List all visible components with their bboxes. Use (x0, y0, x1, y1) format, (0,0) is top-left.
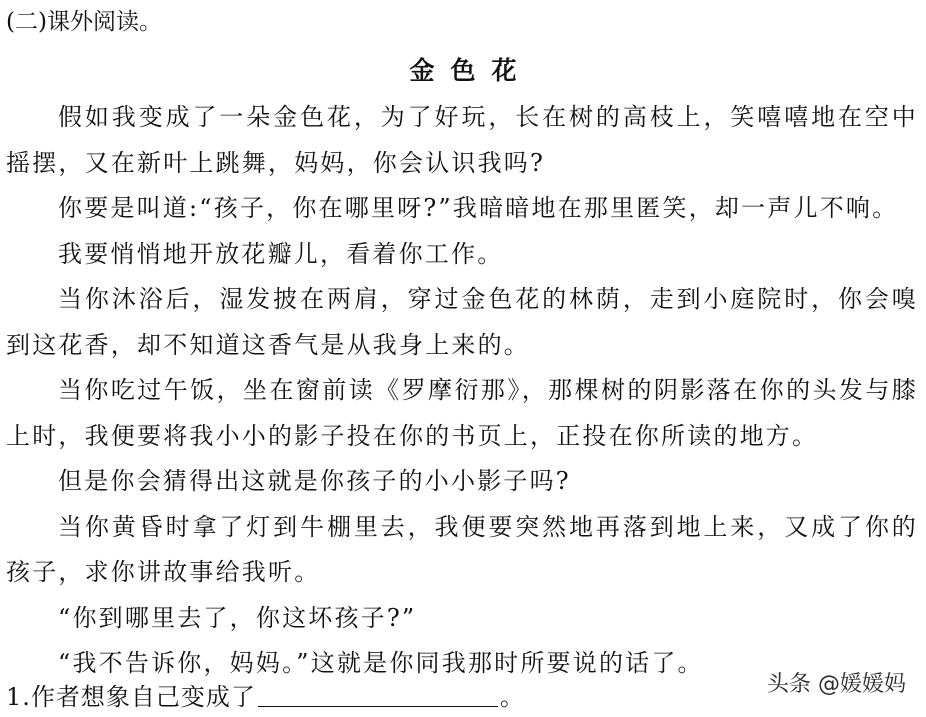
question-number: 1. (6, 683, 31, 711)
paragraph: 当你沐浴后，湿发披在两肩，穿过金色花的林荫，走到小庭院时，你会嗅到这花香，却不知道这香气是从我身上来的。 (6, 285, 918, 359)
section-heading: (二)课外阅读。 (6, 9, 162, 35)
question-end: 。 (499, 683, 525, 711)
answer-blank[interactable] (258, 684, 498, 707)
paragraph: “我不告诉你，妈妈。”这就是你同我那时所要说的话了。 (58, 649, 704, 677)
article-body (6, 95, 918, 687)
watermark: 头条 @媛媛妈 (767, 672, 906, 697)
paragraph: 当你黄昏时拿了灯到牛棚里去，我便要突然地再落到地上来，又成了你的孩子，求你讲故事给我听。 (6, 512, 918, 586)
paragraph: 我要悄悄地开放花瓣儿，看着你工作。 (58, 239, 504, 268)
question-text: 作者想象自己变成了 (30, 683, 256, 711)
paragraph: 你要是叫道:“孩子，你在哪里呀?”我暗暗地在那里匿笑，却一声儿不响。 (58, 194, 899, 222)
question-1 (6, 680, 525, 714)
paragraph: 当你吃过午饭，坐在窗前读《罗摩衍那》，那棵树的阴影落在你的头发与膝上时，我便要将我小小的影子投在你的书页上，正投在你所读的地方。 (6, 376, 918, 450)
paragraph: “你到哪里去了，你这坏孩子?” (58, 603, 417, 632)
article-title: 金色花 (409, 56, 533, 85)
paragraph: 假如我变成了一朵金色花，为了好玩，长在树的高枝上，笑嘻嘻地在空中摇摆，又在新叶上跳舞，妈妈，你会认识我吗? (6, 103, 918, 177)
paragraph: 但是你会猜得出这就是你孩子的小小影子吗? (58, 467, 571, 495)
